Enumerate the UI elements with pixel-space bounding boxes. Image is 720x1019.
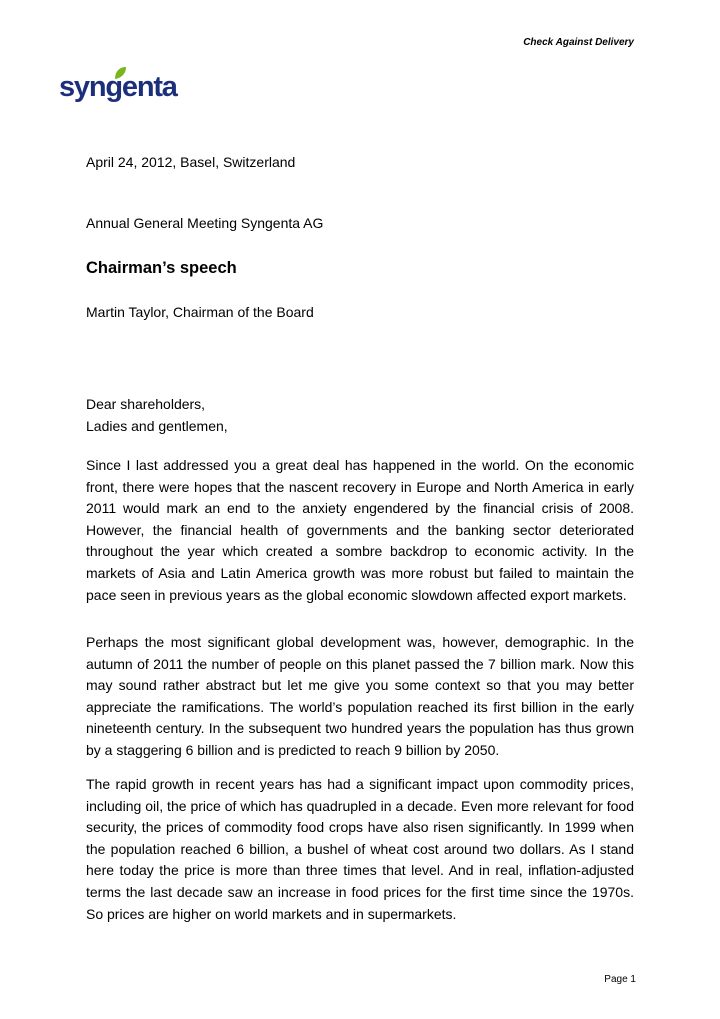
- event-name: Annual General Meeting Syngenta AG: [86, 215, 324, 231]
- page-number: Page 1: [604, 974, 636, 985]
- check-against-delivery-note: Check Against Delivery: [523, 37, 634, 48]
- speaker: Martin Taylor, Chairman of the Board: [86, 304, 314, 320]
- logo-wordmark: syngenta: [59, 71, 177, 103]
- paragraph-commodity-prices: The rapid growth in recent years has had a significant impact upon commodity prices, including oil, the price of which has quadrupled in a decade. Even more relevant for food security, the prices of commodity food crops have also risen significantly. In 1999 when the population reached 6 billion, a bushel of wheat cost around two dollars. As I stand here today the price is more than three times that level. And in real, inflation-adjusted terms the last decade saw an increase in food prices for the first time since the 1970s. So prices are higher on world markets and in supermarkets.: [86, 776, 634, 922]
- salutation-ladies: Ladies and gentlemen,: [86, 418, 228, 434]
- syngenta-logo: [59, 66, 179, 106]
- speech-title: Chairman’s speech: [86, 259, 237, 277]
- paragraph-demographics: Perhaps the most significant global development was, however, demographic. In the autumn of 2011 the number of people on this planet passed the 7 billion mark. Now this may sound rather abstract but let me give you some context so that you may better appreciate the ramifications. The world’s population reached its first billion in the early nineteenth century. In the subsequent two hundred years the population has thus grown by a staggering 6 billion and is predicted to reach 9 billion by 2050.: [86, 634, 634, 758]
- salutation-shareholders: Dear shareholders,: [86, 396, 206, 412]
- paragraph-economy: Since I last addressed you a great deal has happened in the world. On the economic front, there were hopes that the nascent recovery in Europe and North America in early 2011 would mark an end to the anxiety engendered by the financial crisis of 2008. However, the financial health of governments and the banking sector deteriorated throughout the year which created a sombre backdrop to economic activity. In the markets of Asia and Latin America growth was more robust but failed to maintain the pace seen in previous years as the global economic slowdown affected export markets.: [86, 457, 634, 603]
- date-place: April 24, 2012, Basel, Switzerland: [86, 154, 296, 170]
